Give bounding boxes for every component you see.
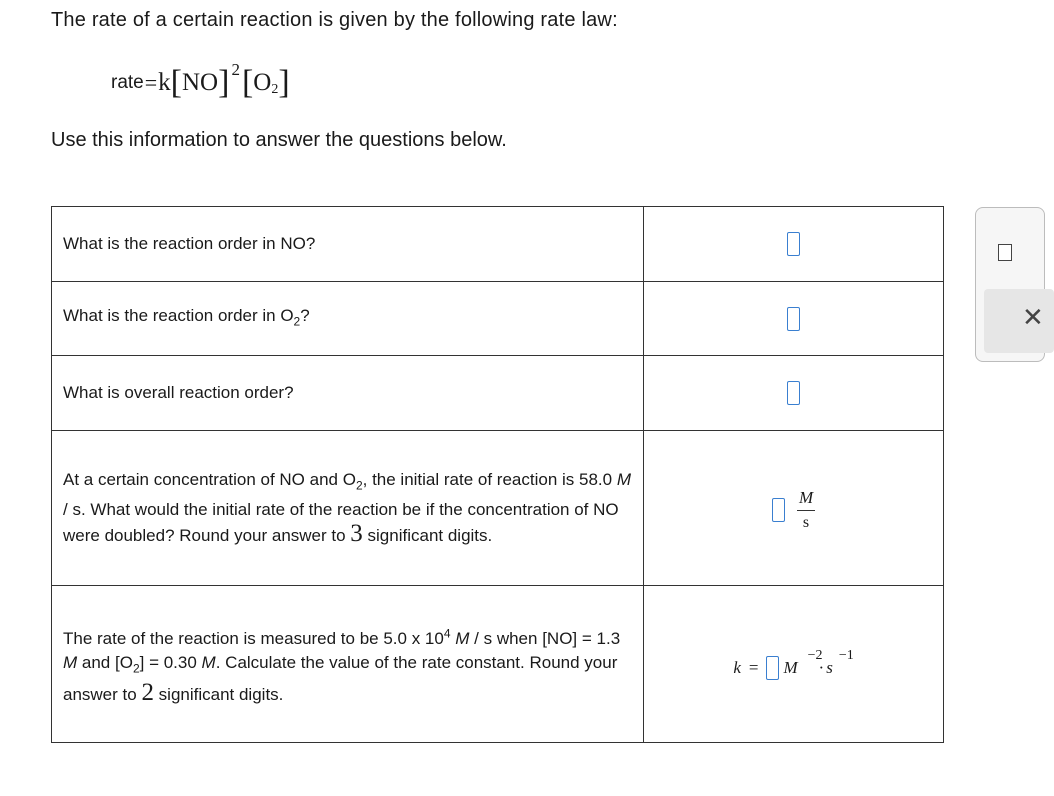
question-cell — [52, 431, 644, 586]
no-species: NO — [182, 69, 219, 96]
question-text: What is the reaction order in NO? — [63, 234, 316, 253]
question-text: What is overall reaction order? — [63, 383, 294, 402]
left-bracket: [ — [170, 64, 182, 101]
question-text: At a certain concentration of NO and $O_2$, the initial rate of reaction is 58.0 M / s. What would the initial rate of the reaction be if the concentration of NO were doubled? Round your answer to 3 significant digits. — [63, 470, 631, 547]
rate-constant-k: k — [158, 69, 171, 96]
no-exponent: 2 — [231, 60, 240, 79]
multiplication-dot: · — [818, 658, 825, 677]
answer-input-initial-rate[interactable] — [772, 498, 785, 522]
side-tool-panel — [975, 207, 1045, 362]
right-bracket: ] — [218, 64, 230, 101]
answer-cell — [644, 586, 944, 743]
rate-word: rate — [111, 72, 144, 93]
answer-cell — [644, 282, 944, 356]
table-row — [52, 586, 944, 743]
instructions-text: Use this information to answer the questions below. — [51, 129, 507, 151]
answer-box-icon[interactable] — [998, 244, 1012, 261]
question-cell — [52, 282, 644, 356]
unit-s: s — [826, 658, 833, 677]
unit-s-exponent: −1 — [838, 648, 854, 663]
table-row — [52, 207, 944, 282]
answer-cell — [644, 431, 944, 586]
question-text: The rate of the reaction is measured to be 5.0 x $10^4$ M / s when [NO] = 1.3 M and $[O_2] = 0.30$ M. Calculate the value of the rate constant. Round your answer to 2 significant digits. — [63, 626, 621, 706]
answer-cell — [644, 207, 944, 282]
left-bracket: [ — [241, 64, 254, 101]
unit-denominator: s — [802, 513, 810, 531]
k-equals: = — [748, 658, 759, 677]
answer-input-overall-order[interactable] — [787, 381, 800, 405]
answer-cell — [644, 356, 944, 431]
rate-law-equation — [111, 58, 290, 108]
o2-subscript: 2 — [271, 82, 279, 97]
intro-text: The rate of a certain reaction is given by the following rate law: — [51, 9, 618, 31]
o2-letter: O — [253, 69, 272, 96]
table-row — [52, 282, 944, 356]
questions-table — [51, 206, 944, 743]
unit-m: M — [783, 658, 798, 677]
table-row — [52, 356, 944, 431]
k-label: k — [733, 658, 741, 677]
unit-m-exponent: −2 — [807, 648, 823, 663]
answer-input-rate-constant[interactable] — [766, 656, 779, 680]
fraction-bar — [797, 510, 815, 511]
question-cell — [52, 207, 644, 282]
right-bracket: ] — [278, 64, 290, 101]
table-row — [52, 431, 944, 586]
answer-input-order-no[interactable] — [787, 232, 800, 256]
question-cell — [52, 586, 644, 743]
equals-sign: = — [144, 70, 158, 95]
rate-constant-expression — [733, 648, 854, 680]
clear-button[interactable] — [984, 289, 1054, 353]
question-cell — [52, 356, 644, 431]
unit-fraction — [797, 488, 815, 533]
close-icon: ✕ — [1022, 302, 1044, 332]
answer-input-order-o2[interactable] — [787, 307, 800, 331]
unit-numerator: M — [798, 487, 814, 507]
question-text: What is the reaction order in $O_2$? — [63, 305, 310, 329]
